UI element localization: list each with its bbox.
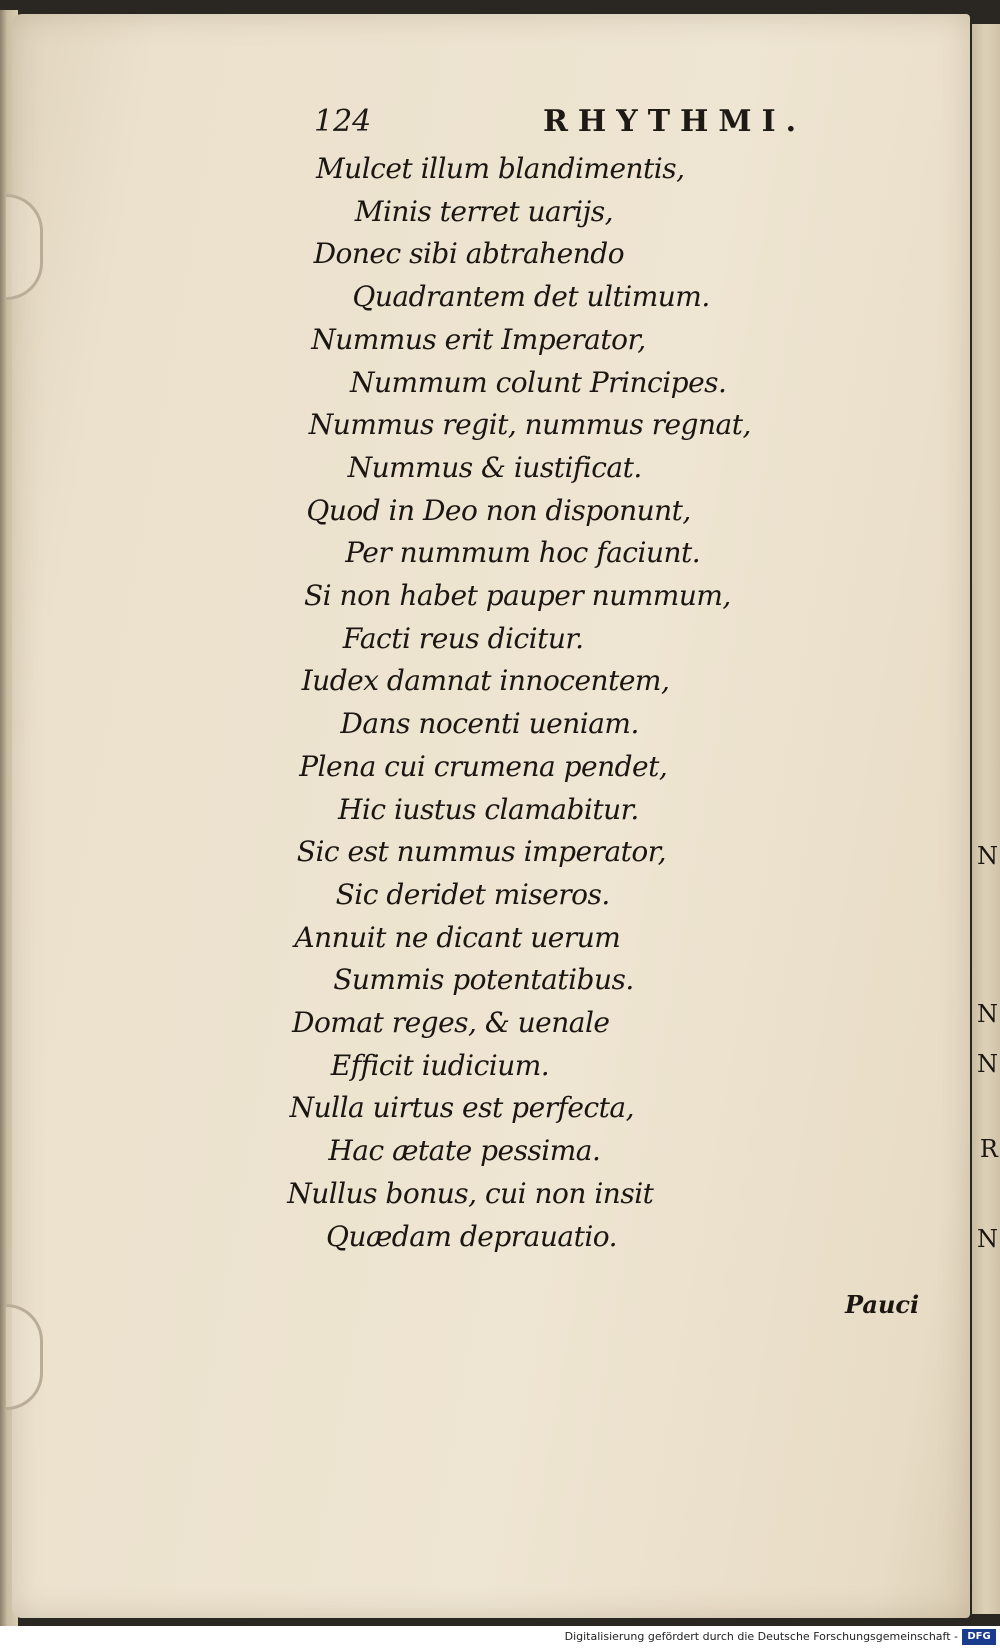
binding-ring xyxy=(6,194,43,300)
verse-line: Domat reges, & uenale xyxy=(292,1006,610,1039)
page-number: 124 xyxy=(314,104,372,139)
facing-page-strip xyxy=(972,24,1000,1614)
verse-line: Quod in Deo non disponunt, xyxy=(306,493,691,527)
verse-line: Hac ætate pessima. xyxy=(328,1134,601,1168)
verse-line: Nulla uirtus est perfecta, xyxy=(289,1091,634,1125)
footer-bar xyxy=(0,1626,1000,1649)
verse-line: Nummus erit Imperator, xyxy=(311,322,646,356)
running-head: RHYTHMI. xyxy=(543,104,807,139)
verse-line: Annuit ne dicant uerum xyxy=(294,920,621,954)
verse-line: Nummus & iustificat. xyxy=(347,450,642,484)
verse-line: Summis potentatibus. xyxy=(333,963,634,997)
verse-line: Mulcet illum blandimentis, xyxy=(316,152,685,185)
verse-line: Sic deridet miseros. xyxy=(335,877,610,911)
verse-line: Hic iustus clamabitur. xyxy=(338,792,639,826)
binding-ring xyxy=(6,1304,43,1410)
verse-line: Facti reus dicitur. xyxy=(342,621,584,655)
verse-line: Si non habet pauper nummum, xyxy=(304,579,731,612)
verse-line: Sic est nummus imperator, xyxy=(296,835,666,869)
facing-page-letter: N xyxy=(977,842,998,870)
footer-credit: Digitalisierung gefördert durch die Deutsche Forschungsgemeinschaft - xyxy=(564,1630,958,1643)
verse-line: Efficit iudicium. xyxy=(330,1048,550,1082)
verse-line: Nummum colunt Principes. xyxy=(350,365,727,399)
verse-line: Nullus bonus, cui non insit xyxy=(287,1176,654,1210)
verse-line: Donec sibi abtrahendo xyxy=(313,237,625,271)
verse-line: Quædam deprauatio. xyxy=(326,1219,618,1253)
dfg-logo: DFG xyxy=(962,1629,996,1645)
facing-page-letter: N xyxy=(977,1000,998,1028)
verse-line: Per nummum hoc faciunt. xyxy=(345,536,701,570)
facing-page-letter: N xyxy=(977,1050,998,1078)
verse-line: Iudex damnat innocentem, xyxy=(301,664,670,698)
verse-line: Plena cui crumena pendet, xyxy=(299,749,668,783)
verse-line: Dans nocenti ueniam. xyxy=(340,707,639,741)
verse-line: Minis terret uarijs, xyxy=(354,194,614,228)
facing-page-letter: N xyxy=(977,1225,998,1253)
catchword: Pauci xyxy=(845,1290,920,1319)
facing-page-letter: R xyxy=(979,1135,998,1163)
verse-line: Quadrantem det ultimum. xyxy=(352,280,710,314)
verse-line: Nummus regit, nummus regnat, xyxy=(308,408,751,442)
